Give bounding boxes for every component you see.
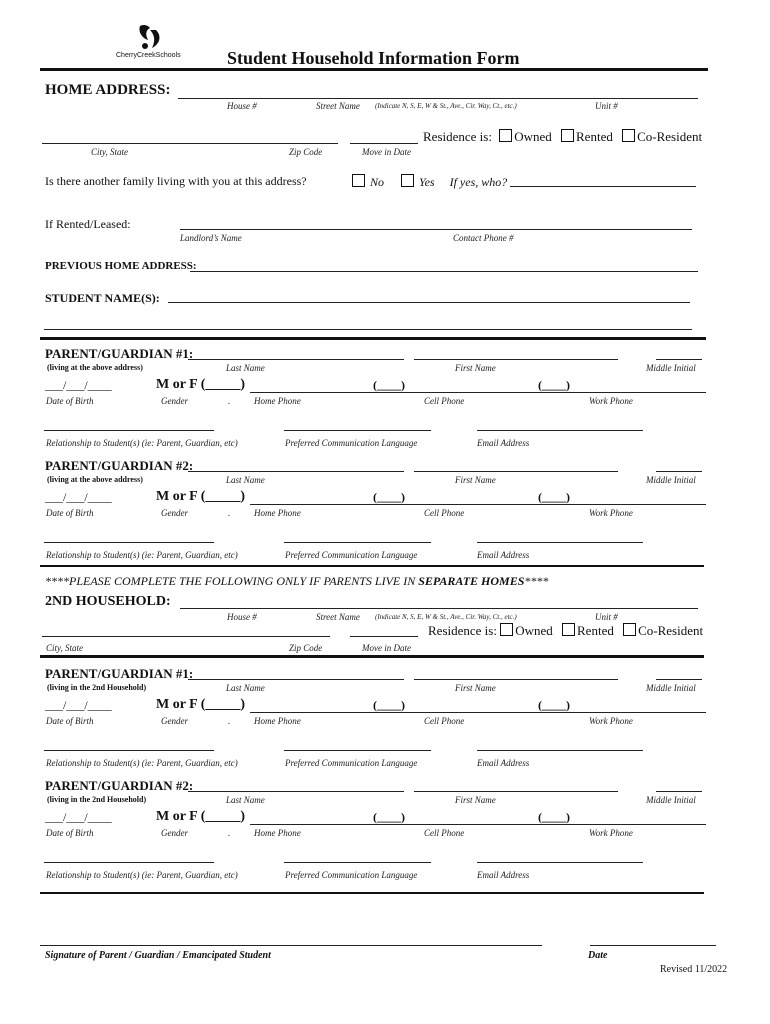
work-phone-caption: Work Phone [589, 508, 633, 518]
city-state-zip-line[interactable] [42, 143, 338, 144]
separate-prefix: ****PLEASE COMPLETE THE FOLLOWING ONLY IF PARENTS LIVE IN [45, 574, 419, 588]
student-names-line-2[interactable] [44, 329, 692, 330]
second-move-in-line[interactable] [350, 636, 418, 637]
previous-address-label: PREVIOUS HOME ADDRESS: [45, 260, 197, 272]
second-street-caption: Street Name [316, 612, 360, 622]
first-name-caption: First Name [455, 683, 496, 693]
second-household-label: 2ND HOUSEHOLD: [45, 594, 171, 609]
second-residence-options [428, 623, 703, 639]
guardian-middle-line[interactable] [656, 791, 702, 792]
last-name-caption: Last Name [226, 795, 265, 805]
contact-phone-caption: Contact Phone # [453, 233, 514, 243]
revised-note: Revised 11/2022 [660, 964, 728, 975]
guardian-last-name-line[interactable] [188, 359, 404, 360]
guardian-last-name-line[interactable] [188, 791, 404, 792]
relationship-caption: Relationship to Student(s) (ie: Parent, Guardian, etc) [46, 870, 238, 880]
phone-line[interactable] [250, 824, 706, 825]
dot-caption: . [228, 716, 231, 726]
middle-initial-caption: Middle Initial [646, 363, 696, 373]
no-label: No [370, 175, 385, 189]
cell-area-code[interactable]: (____) [373, 698, 405, 712]
gender-field[interactable]: M or F (_____) [156, 377, 246, 392]
cherry-creek-logo-icon [112, 22, 192, 52]
another-family-question: Is there another family living with you at this address? [45, 174, 307, 188]
work-phone-caption: Work Phone [589, 716, 633, 726]
language-caption: Preferred Communication Language [285, 870, 418, 880]
house-number-caption: House # [227, 101, 257, 111]
work-area-code[interactable]: (____) [538, 490, 570, 504]
dot-caption: . [228, 508, 231, 518]
zip-caption: Zip Code [289, 147, 323, 157]
guardian-middle-line[interactable] [656, 359, 702, 360]
guardian-middle-line[interactable] [656, 679, 702, 680]
street-hint-caption: (Indicate N, S, E, W & St., Ave., Cir. Way, Ct., etc.) [375, 102, 517, 110]
cell-area-code[interactable]: (____) [373, 490, 405, 504]
previous-address-line[interactable] [190, 271, 698, 272]
gender-field[interactable]: M or F (_____) [156, 697, 246, 712]
language-line[interactable] [284, 430, 431, 431]
date-line[interactable] [590, 945, 716, 946]
phone-line[interactable] [250, 712, 706, 713]
second-rented-label: Rented [577, 623, 614, 638]
owned-checkbox[interactable] [499, 129, 512, 142]
guardian-sub-label: (living in the 2nd Household) [47, 683, 147, 692]
guardian-label: PARENT/GUARDIAN #2: [45, 778, 194, 793]
dob-caption: Date of Birth [46, 396, 94, 406]
another-family-options [352, 174, 507, 190]
guardian-first-name-line[interactable] [414, 359, 618, 360]
guardian-label: PARENT/GUARDIAN #1: [45, 666, 194, 681]
guardian-label: PARENT/GUARDIAN #2: [45, 458, 194, 473]
middle-initial-caption: Middle Initial [646, 475, 696, 485]
home-phone-caption: Home Phone [254, 396, 301, 406]
student-names-line-1[interactable] [168, 302, 690, 303]
home-phone-caption: Home Phone [254, 828, 301, 838]
second-owned-label: Owned [515, 623, 553, 638]
move-in-caption: Move in Date [362, 147, 411, 157]
dob-caption: Date of Birth [46, 508, 94, 518]
first-name-caption: First Name [455, 795, 496, 805]
relationship-line[interactable] [44, 430, 214, 431]
middle-initial-caption: Middle Initial [646, 683, 696, 693]
dob-field[interactable]: ___/___/____ [45, 378, 112, 392]
language-caption: Preferred Communication Language [285, 550, 418, 560]
city-state-caption: City, State [91, 147, 128, 157]
signature-line[interactable] [40, 945, 542, 946]
second-zip-caption: Zip Code [289, 643, 323, 653]
signature-caption: Signature of Parent / Guardian / Emancipated Student [45, 950, 271, 961]
guardians-end-rule [40, 892, 704, 894]
second-co-resident-label: Co-Resident [638, 623, 704, 638]
email-caption: Email Address [477, 758, 530, 768]
relationship-caption: Relationship to Student(s) (ie: Parent, Guardian, etc) [46, 550, 238, 560]
second-owned-checkbox[interactable] [500, 623, 513, 636]
language-line[interactable] [284, 750, 431, 751]
students-rule [40, 337, 706, 340]
rented-checkbox[interactable] [561, 129, 574, 142]
dob-caption: Date of Birth [46, 828, 94, 838]
email-caption: Email Address [477, 870, 530, 880]
if-yes-line[interactable] [510, 186, 696, 187]
cell-phone-caption: Cell Phone [424, 508, 465, 518]
co-resident-checkbox[interactable] [622, 129, 635, 142]
owned-label: Owned [514, 129, 552, 144]
work-area-code[interactable]: (____) [538, 698, 570, 712]
co-resident-label: Co-Resident [637, 129, 703, 144]
cell-area-code[interactable]: (____) [373, 810, 405, 824]
guardian-sub-label: (living at the above address) [47, 475, 143, 484]
email-caption: Email Address [477, 438, 530, 448]
relationship-line[interactable] [44, 862, 214, 863]
gender-caption: Gender [161, 716, 188, 726]
second-move-in-caption: Move in Date [362, 643, 411, 653]
second-household-rule [40, 655, 704, 658]
rented-label-text: If Rented/Leased: [45, 217, 131, 231]
second-city-line[interactable] [42, 636, 330, 637]
dob-field[interactable]: ___/___/____ [45, 698, 112, 712]
work-area-code[interactable]: (____) [538, 810, 570, 824]
date-caption: Date [588, 950, 608, 961]
no-checkbox[interactable] [352, 174, 365, 187]
gender-caption: Gender [161, 508, 188, 518]
street-name-caption: Street Name [316, 101, 360, 111]
separate-rule [40, 565, 704, 567]
home-address-line[interactable] [178, 98, 698, 99]
yes-checkbox[interactable] [401, 174, 414, 187]
email-caption: Email Address [477, 550, 530, 560]
unit-caption: Unit # [595, 101, 618, 111]
student-names-label: STUDENT NAME(S): [45, 291, 160, 305]
dob-field[interactable]: ___/___/____ [45, 490, 112, 504]
home-address-label: HOME ADDRESS: [45, 82, 171, 98]
landlord-line[interactable] [180, 229, 692, 230]
dob-caption: Date of Birth [46, 716, 94, 726]
work-phone-caption: Work Phone [589, 828, 633, 838]
email-line[interactable] [477, 430, 643, 431]
residence-label: Residence is: [423, 129, 492, 144]
relationship-caption: Relationship to Student(s) (ie: Parent, Guardian, etc) [46, 758, 238, 768]
cell-area-code[interactable]: (____) [373, 378, 405, 392]
guardian-label: PARENT/GUARDIAN #1: [45, 346, 194, 361]
guardian-sub-label: (living in the 2nd Household) [47, 795, 147, 804]
language-caption: Preferred Communication Language [285, 438, 418, 448]
home-phone-caption: Home Phone [254, 508, 301, 518]
first-name-caption: First Name [455, 475, 496, 485]
last-name-caption: Last Name [226, 363, 265, 373]
guardian-last-name-line[interactable] [188, 679, 404, 680]
dob-field[interactable]: ___/___/____ [45, 810, 112, 824]
guardian-last-name-line[interactable] [188, 471, 404, 472]
guardian-middle-line[interactable] [656, 471, 702, 472]
work-area-code[interactable]: (____) [538, 378, 570, 392]
yes-label: Yes [419, 175, 435, 189]
phone-line[interactable] [250, 392, 706, 393]
second-house-caption: House # [227, 612, 257, 622]
second-co-resident-checkbox[interactable] [623, 623, 636, 636]
dot-caption: . [228, 396, 231, 406]
dot-caption: . [228, 828, 231, 838]
relationship-caption: Relationship to Student(s) (ie: Parent, Guardian, etc) [46, 438, 238, 448]
cell-phone-caption: Cell Phone [424, 828, 465, 838]
language-line[interactable] [284, 542, 431, 543]
work-phone-caption: Work Phone [589, 396, 633, 406]
guardian-sub-label: (living at the above address) [47, 363, 143, 372]
school-logo [112, 22, 192, 68]
cell-phone-caption: Cell Phone [424, 716, 465, 726]
cell-phone-caption: Cell Phone [424, 396, 465, 406]
email-line[interactable] [477, 750, 643, 751]
first-name-caption: First Name [455, 363, 496, 373]
guardian-first-name-line[interactable] [414, 471, 618, 472]
rented-label: Rented [576, 129, 613, 144]
form-title: Student Household Information Form [227, 48, 520, 68]
separate-notice [45, 574, 548, 589]
gender-caption: Gender [161, 828, 188, 838]
gender-caption: Gender [161, 396, 188, 406]
second-street-hint: (Indicate N, S, E, W & St., Ave., Cir. Way, Ct., etc.) [375, 613, 517, 621]
residence-options [423, 129, 702, 145]
guardian-first-name-line[interactable] [414, 791, 618, 792]
gender-field[interactable]: M or F (_____) [156, 489, 246, 504]
separate-emph: SEPARATE HOMES [418, 574, 525, 588]
relationship-line[interactable] [44, 750, 214, 751]
language-line[interactable] [284, 862, 431, 863]
logo-text: CherryCreekSchools [116, 52, 181, 59]
last-name-caption: Last Name [226, 475, 265, 485]
second-rented-checkbox[interactable] [562, 623, 575, 636]
language-caption: Preferred Communication Language [285, 758, 418, 768]
landlord-caption: Landlord’s Name [180, 233, 242, 243]
phone-line[interactable] [250, 504, 706, 505]
second-unit-caption: Unit # [595, 612, 618, 622]
email-line[interactable] [477, 542, 643, 543]
last-name-caption: Last Name [226, 683, 265, 693]
relationship-line[interactable] [44, 542, 214, 543]
email-line[interactable] [477, 862, 643, 863]
middle-initial-caption: Middle Initial [646, 795, 696, 805]
second-residence-label: Residence is: [428, 623, 497, 638]
if-yes-label: If yes, who? [449, 175, 508, 189]
title-rule [40, 68, 708, 71]
home-phone-caption: Home Phone [254, 716, 301, 726]
gender-field[interactable]: M or F (_____) [156, 809, 246, 824]
second-city-caption: City, State [46, 643, 83, 653]
separate-suffix: **** [524, 574, 549, 588]
guardian-first-name-line[interactable] [414, 679, 618, 680]
move-in-line[interactable] [350, 143, 418, 144]
second-address-line[interactable] [180, 608, 698, 609]
